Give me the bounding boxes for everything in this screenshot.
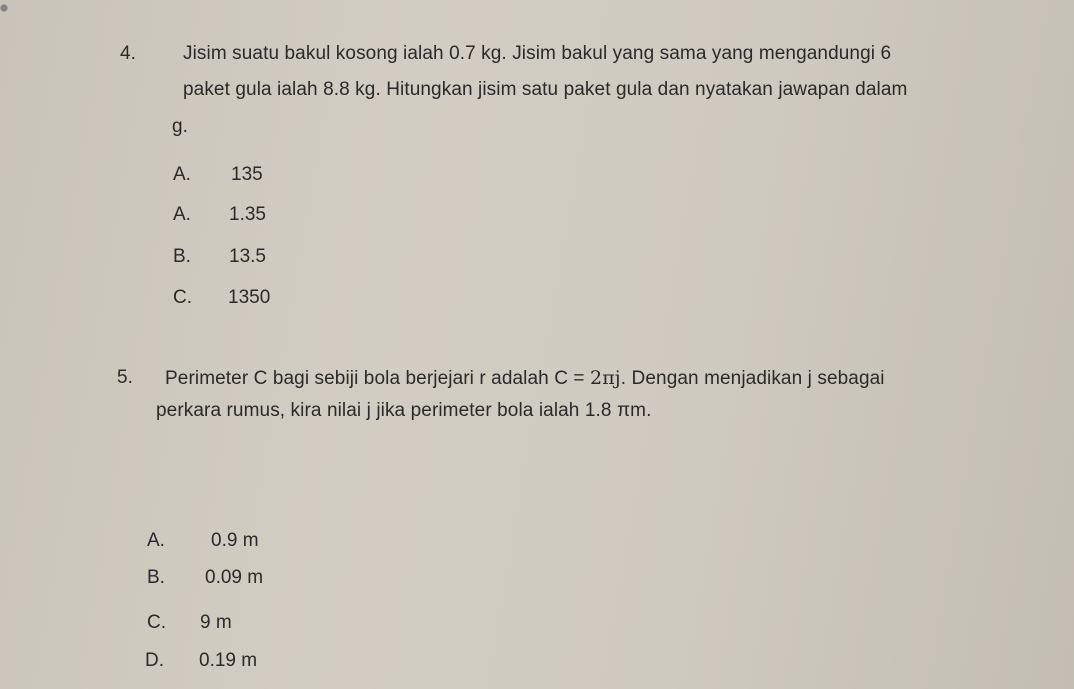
option-text: 135 (231, 164, 263, 185)
question-5-number: 5. (117, 367, 133, 388)
question-4-option[interactable] (173, 246, 266, 268)
question-4-line-2: paket gula ialah 8.8 kg. Hitungkan jisim satu paket gula dan nyatakan jawapan dalam (183, 79, 908, 100)
formula-2pi: 2π (590, 367, 615, 389)
question-4-line-1: Jisim suatu bakul kosong ialah 0.7 kg. Jisim bakul yang sama yang mengandungi 6 (183, 43, 892, 64)
option-text: 0.9 m (211, 530, 259, 551)
question-5-option[interactable] (145, 650, 257, 672)
question-4-line-3: g. (172, 116, 189, 137)
question-5-option[interactable] (147, 530, 259, 552)
option-letter: C. (173, 287, 192, 308)
question-5-option[interactable] (147, 567, 263, 589)
option-text: 0.19 m (199, 650, 258, 671)
question-5-text-after: . Dengan menjadikan j sebagai (620, 368, 885, 389)
option-text: 1.35 (229, 204, 266, 225)
question-4-option[interactable] (173, 164, 263, 186)
option-letter: C. (147, 612, 166, 633)
option-text: 9 m (200, 612, 232, 633)
question-4-number: 4. (120, 43, 136, 64)
option-letter: B. (173, 246, 191, 267)
option-letter: B. (147, 567, 165, 588)
question-5-line-1 (165, 367, 885, 390)
question-4-option[interactable] (173, 287, 270, 309)
option-letter: A. (173, 204, 191, 225)
option-text: 0.09 m (205, 567, 264, 588)
option-text: 13.5 (229, 246, 266, 267)
option-letter: D. (145, 650, 164, 671)
equals-sign: = (568, 368, 591, 389)
option-letter: A. (147, 530, 165, 551)
formula-variable-j: j (614, 367, 621, 389)
question-5-option[interactable] (147, 612, 232, 634)
question-5-line-2: perkara rumus, kira nilai j jika perimeter bola ialah 1.8 πm. (156, 400, 652, 421)
option-letter: A. (173, 164, 191, 185)
question-4-option[interactable] (173, 204, 266, 226)
option-text: 1350 (228, 287, 271, 308)
question-5-text-before: Perimeter C bagi sebiji bola berjejari r adalah C (165, 368, 569, 389)
corner-mark-icon (0, 0, 14, 18)
